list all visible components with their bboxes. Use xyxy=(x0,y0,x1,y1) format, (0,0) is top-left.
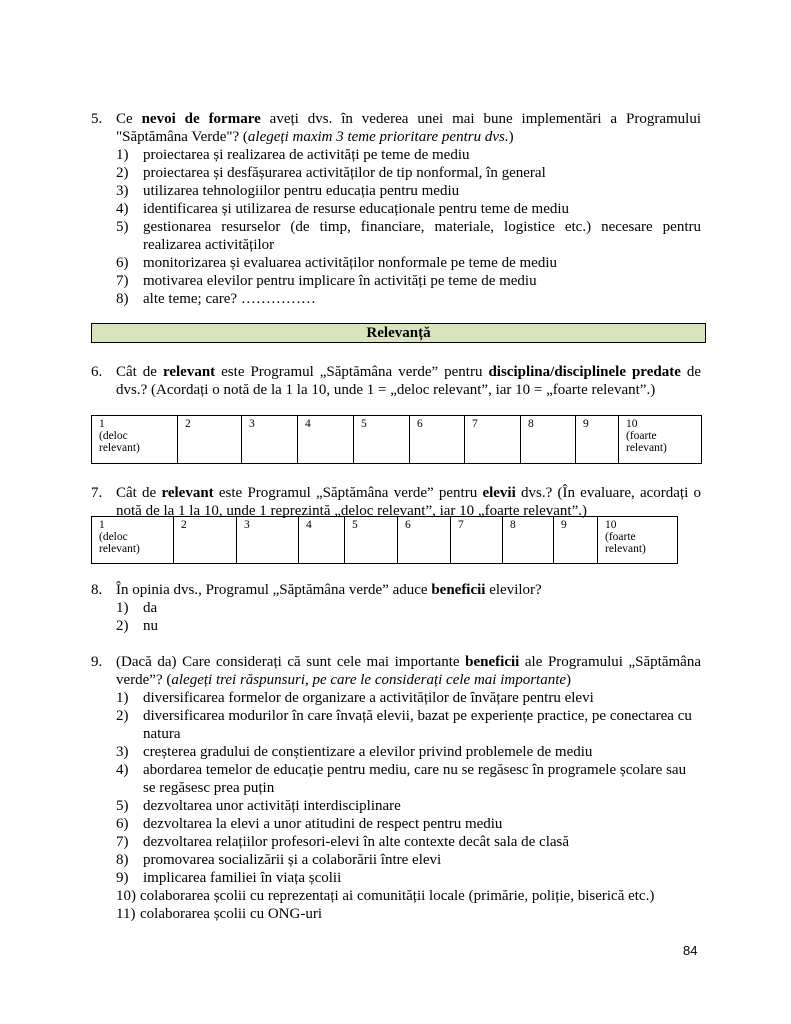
option-item[interactable]: 1) proiectarea și realizarea de activități pe teme de mediu xyxy=(116,147,470,163)
rating-cell-1[interactable]: 1 (deloc relevant) xyxy=(92,416,178,464)
question-text: Ce nevoi de formare aveți dvs. în vederea unei mai bune implementări a Programului "Săptămâna Verde"? (alegeți maxim 3 teme prioritare pentru dvs.) xyxy=(116,111,701,145)
rating-cell-1[interactable]: 1 (deloc relevant) xyxy=(92,517,174,564)
rating-cell-4[interactable]: 4 xyxy=(298,416,354,464)
question-8 xyxy=(91,581,701,599)
question-text: (Dacă da) Care considerați că sunt cele mai importante beneficii ale Programului „Săptămâna verde”? (alegeți trei răspunsuri, pe care le considerați cele mai importante) xyxy=(116,654,701,688)
question-number: 7. xyxy=(91,485,103,501)
option-item[interactable]: 9) implicarea familiei în viața școlii xyxy=(116,870,342,886)
option-item[interactable]: 5) gestionarea resurselor (de timp, financiare, materiale, logistice etc.) necesare pentru realizarea activităților xyxy=(116,219,701,253)
rating-cell-3[interactable]: 3 xyxy=(242,416,298,464)
option-item[interactable]: 10) colaborarea școlii cu reprezentați ai comunității locale (primărie, poliție, biserică etc.) xyxy=(116,888,655,904)
rating-cell-3[interactable]: 3 xyxy=(237,517,299,564)
option-item[interactable]: 7) dezvoltarea relațiilor profesori-elevi în alte contexte decât sala de clasă xyxy=(116,834,570,850)
option-item[interactable]: 3) utilizarea tehnologiilor pentru educația pentru mediu xyxy=(116,183,460,199)
question-number: 5. xyxy=(91,111,103,127)
rating-cell-2[interactable]: 2 xyxy=(178,416,242,464)
rating-scale-q7 xyxy=(91,516,678,564)
option-item[interactable]: 8) alte teme; care? …………… xyxy=(116,291,316,307)
rating-cell-5[interactable]: 5 xyxy=(354,416,410,464)
question-text: Cât de relevant este Programul „Săptămâna verde” pentru elevii dvs.? (În evaluare, acordați o notă de la 1 la 10, unde 1 reprezintă „deloc relevant”, iar 10 „foarte relevant”.) xyxy=(116,485,701,519)
option-item[interactable]: 2) proiectarea și desfășurarea activităților de tip nonformal, în general xyxy=(116,165,546,181)
rating-cell-2[interactable]: 2 xyxy=(174,517,237,564)
question-number: 8. xyxy=(91,582,103,598)
rating-cell-4[interactable]: 4 xyxy=(299,517,345,564)
page-number: 84 xyxy=(683,943,698,958)
option-item[interactable]: 2) diversificarea modurilor în care învață elevii, bazat pe experiențe practice, pe conectarea cu natura xyxy=(116,708,692,742)
option-item[interactable]: 4) abordarea temelor de educație pentru mediu, care nu se regăsesc în programele școlare sau se regăsesc prea puțin xyxy=(116,762,687,796)
rating-cell-9[interactable]: 9 xyxy=(554,517,598,564)
rating-cell-7[interactable]: 7 xyxy=(465,416,521,464)
rating-scale-q6 xyxy=(91,415,702,464)
rating-cell-7[interactable]: 7 xyxy=(451,517,503,564)
question-6 xyxy=(91,363,701,399)
rating-cell-10[interactable]: 10 (foarte relevant) xyxy=(598,517,678,564)
question-text: În opinia dvs., Programul „Săptămâna verde” aduce beneficii elevilor? xyxy=(116,582,542,598)
option-item[interactable]: 1) diversificarea formelor de organizare a activităților de învățare pentru elevi xyxy=(116,690,594,706)
question-5 xyxy=(91,110,701,146)
rating-cell-5[interactable]: 5 xyxy=(345,517,398,564)
section-header: Relevanță xyxy=(91,323,706,343)
question-7 xyxy=(91,484,701,520)
rating-cell-6[interactable]: 6 xyxy=(410,416,465,464)
option-item[interactable]: 6) dezvoltarea la elevi a unor atitudini de respect pentru mediu xyxy=(116,816,503,832)
rating-cell-8[interactable]: 8 xyxy=(503,517,554,564)
option-item[interactable]: 7) motivarea elevilor pentru implicare în activități pe teme de mediu xyxy=(116,273,537,289)
option-item[interactable]: 5) dezvoltarea unor activități interdisciplinare xyxy=(116,798,401,814)
rating-cell-9[interactable]: 9 xyxy=(576,416,619,464)
option-item[interactable]: 1) da xyxy=(116,600,158,616)
option-item[interactable]: 2) nu xyxy=(116,618,158,634)
rating-cell-8[interactable]: 8 xyxy=(521,416,576,464)
option-item[interactable]: 4) identificarea și utilizarea de resurse educaționale pentru teme de mediu xyxy=(116,201,570,217)
option-item[interactable]: 6) monitorizarea și evaluarea activităților nonformale pe teme de mediu xyxy=(116,255,557,271)
option-item[interactable]: 8) promovarea socializării și a colaborării între elevi xyxy=(116,852,442,868)
rating-cell-10[interactable]: 10 (foarte relevant) xyxy=(619,416,702,464)
option-item[interactable]: 11) colaborarea școlii cu ONG-uri xyxy=(116,906,323,922)
question-number: 9. xyxy=(91,654,103,670)
question-9 xyxy=(91,653,701,689)
question-number: 6. xyxy=(91,364,103,380)
option-item[interactable]: 3) creșterea gradului de conștientizare a elevilor privind problemele de mediu xyxy=(116,744,593,760)
rating-cell-6[interactable]: 6 xyxy=(398,517,451,564)
question-text: Cât de relevant este Programul „Săptămâna verde” pentru disciplina/disciplinele predate de dvs.? (Acordați o notă de la 1 la 10, unde 1 = „deloc relevant”, iar 10 = „foarte relevant”.) xyxy=(116,364,701,398)
